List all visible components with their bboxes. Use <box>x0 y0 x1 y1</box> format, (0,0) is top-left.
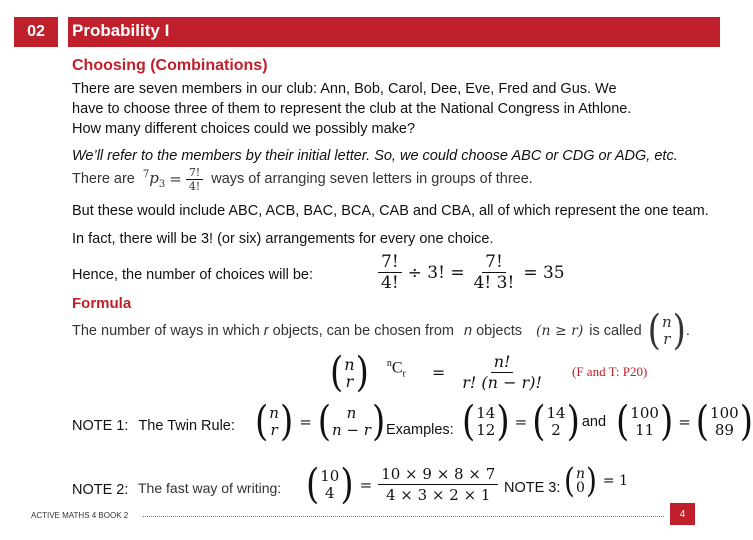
binomial-bottom: 12 <box>476 421 496 439</box>
note3-label: NOTE 3: <box>504 480 561 496</box>
binomial-bottom: 11 <box>635 421 655 439</box>
note3-formula <box>564 460 628 501</box>
binomial-stack <box>629 405 660 439</box>
ncr-eq: = <box>431 363 446 382</box>
formula-text-3: objects <box>476 323 523 339</box>
left-paren: ( <box>317 398 332 446</box>
binomial-stack <box>331 405 372 439</box>
permutation-line <box>72 164 533 194</box>
right-paren: ) <box>279 398 294 446</box>
ncr-c: C <box>391 359 403 377</box>
binomial-stack <box>475 405 496 439</box>
footer-divider <box>143 516 664 517</box>
example-eq-2: = <box>678 413 691 431</box>
binomial-stack <box>343 356 355 390</box>
right-paren: ) <box>585 460 597 501</box>
ncr-sub: r <box>402 368 406 380</box>
binomial-top: n <box>344 354 355 374</box>
note1 <box>72 416 235 436</box>
binomial-stack <box>268 405 280 439</box>
note2-num: 10 × 9 × 8 × 7 <box>378 464 498 485</box>
binomial-bottom: r <box>345 371 354 391</box>
binomial-top: 14 <box>546 404 566 422</box>
right-paren: ) <box>672 307 686 355</box>
right-paren: ) <box>739 398 753 446</box>
binomial-stack <box>709 405 740 439</box>
formula-label: Formula <box>72 295 132 312</box>
left-paren: ( <box>255 398 269 446</box>
formula-dot: . <box>685 323 690 339</box>
page-number-badge: 4 <box>670 503 695 525</box>
formula-binomial <box>647 307 686 355</box>
ncr-num: n! <box>491 352 514 373</box>
examples-label: Examples: <box>386 422 454 438</box>
hence-f1-num: 7! <box>378 252 402 273</box>
binomial-top: 100 <box>710 404 739 422</box>
note3-eq: = 1 <box>602 473 628 489</box>
binomial-top: n <box>269 404 279 422</box>
ncr-fraction <box>459 352 545 393</box>
left-paren: ( <box>695 398 710 446</box>
twin-rule-formula <box>255 398 386 446</box>
formula-text-1: The number of ways in which <box>72 323 260 339</box>
note2-label: NOTE 2: <box>72 482 129 498</box>
note2-binomial <box>306 460 354 509</box>
example-c <box>616 398 674 446</box>
binomial-top: 100 <box>630 404 659 422</box>
intro-line-1: There are seven members in our club: Ann, Bob, Carol, Dee, Eve, Fred and Gus. We <box>72 81 617 97</box>
binomial-bottom: r <box>663 330 671 348</box>
ncr-formula <box>330 348 545 397</box>
formula-n: n <box>463 323 473 339</box>
perm-prefix: There are <box>72 171 135 187</box>
binomial-top: n <box>346 404 357 422</box>
example-and: and <box>581 414 607 430</box>
fact-line: In fact, there will be 3! (or six) arrangements for every one choice. <box>72 231 494 247</box>
hence-frac-2 <box>471 252 518 293</box>
binomial-bottom: 0 <box>575 480 585 496</box>
hence-f2-den: 4! 3! <box>473 273 515 293</box>
example-eq: = <box>514 413 528 431</box>
note1-text: The Twin Rule: <box>138 418 235 434</box>
note3-binomial <box>564 460 597 501</box>
note2-eq: = <box>359 475 373 494</box>
right-paren: ) <box>496 398 510 446</box>
binomial-stack <box>661 314 673 348</box>
twin-eq: = <box>299 413 312 431</box>
example-b <box>532 398 580 446</box>
formula-text-2: objects, can be chosen from <box>272 323 454 339</box>
intro-line-2: have to choose three of them to represent the club at the National Congress in Athlone. <box>72 101 632 117</box>
binomial-stack <box>575 467 586 495</box>
right-paren: ) <box>371 398 386 446</box>
note2-fraction <box>378 464 498 505</box>
note1-label: NOTE 1: <box>72 418 129 434</box>
perm-p: p <box>149 168 159 187</box>
textbook-reference: (F and T: P20) <box>572 364 648 379</box>
binomial-bottom: 4 <box>325 483 335 502</box>
binomial-top: n <box>575 466 585 482</box>
binomial-top: 10 <box>320 466 340 485</box>
formula-condition: (n ≥ r) <box>536 323 584 339</box>
examples-formula <box>462 398 753 446</box>
left-paren: ( <box>306 460 320 509</box>
section-title: Choosing (Combinations) <box>72 57 268 74</box>
hence-div: ÷ 3! = <box>407 262 465 283</box>
formula-text-4: is called <box>589 323 642 339</box>
chapter-number-badge: 02 <box>14 17 58 47</box>
perm-sub: 3 <box>158 178 166 190</box>
binomial-bottom: 89 <box>714 421 734 439</box>
twin-rhs <box>317 398 386 446</box>
hence-result: = 35 <box>523 262 565 283</box>
binomial-stack <box>545 405 566 439</box>
note2-formula <box>306 460 498 509</box>
perm-num: 7! <box>186 166 203 180</box>
note2-den: 4 × 3 × 2 × 1 <box>385 486 491 504</box>
perm-eq: = <box>169 170 182 188</box>
right-paren: ) <box>355 348 369 397</box>
right-paren: ) <box>566 398 580 446</box>
formula-line <box>72 307 690 355</box>
footer-book-title: ACTIVE MATHS 4 BOOK 2 <box>31 511 129 520</box>
italic-note: We’ll refer to the members by their initial letter. So, we could choose ABC or CDG or ADG, etc. <box>72 148 678 164</box>
hence-formula <box>378 252 565 293</box>
example-d <box>695 398 753 446</box>
twin-lhs <box>255 398 294 446</box>
binomial-top: 14 <box>476 404 496 422</box>
left-paren: ( <box>330 348 344 397</box>
perm-fraction <box>186 166 203 193</box>
binomial-bottom: r <box>270 421 278 439</box>
binomial-bottom: n − r <box>332 421 371 439</box>
formula-r: r <box>263 323 269 339</box>
left-paren: ( <box>647 307 661 355</box>
page-title: Probability I <box>72 21 170 40</box>
perm-notation <box>143 169 165 190</box>
right-paren: ) <box>659 398 674 446</box>
ncr-notation <box>387 358 406 380</box>
example-a <box>462 398 510 446</box>
ncr-sup: n <box>386 357 392 369</box>
perm-super: 7 <box>142 168 150 180</box>
left-paren: ( <box>616 398 630 446</box>
perm-suffix: ways of arranging seven letters in groups of three. <box>211 171 533 187</box>
intro-line-3: How many different choices could we possibly make? <box>72 121 416 137</box>
ncr-den: r! (n − r)! <box>462 373 542 392</box>
left-paren: ( <box>462 398 476 446</box>
hence-frac-1 <box>378 252 402 293</box>
binomial-top: n <box>661 313 672 331</box>
left-paren: ( <box>532 398 546 446</box>
but-line: But these would include ABC, ACB, BAC, BCA, CAB and CBA, all of which represent the one team. <box>72 203 709 219</box>
right-paren: ) <box>340 460 354 509</box>
binomial-stack <box>319 468 340 502</box>
note2-text: The fast way of writing: <box>138 480 282 496</box>
left-paren: ( <box>564 460 575 501</box>
hence-f2-num: 7! <box>482 252 506 273</box>
hence-text: Hence, the number of choices will be: <box>72 267 313 283</box>
hence-f1-den: 4! <box>381 273 399 293</box>
ncr-binomial <box>330 348 369 397</box>
perm-den: 4! <box>188 179 201 193</box>
binomial-bottom: 2 <box>551 421 561 439</box>
